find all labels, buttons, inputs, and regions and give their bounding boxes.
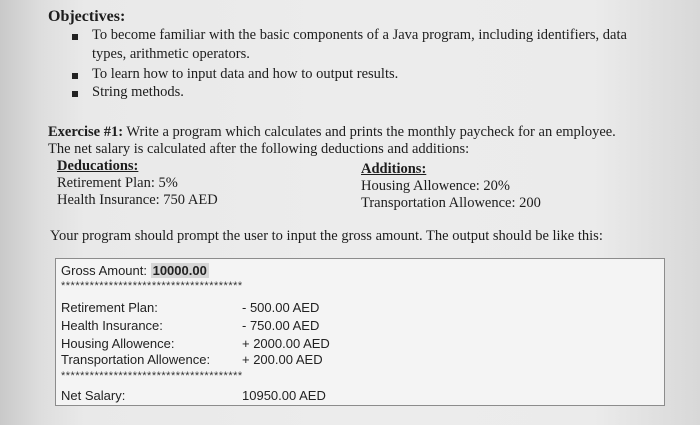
- deduction-retirement: Retirement Plan: 5%: [57, 175, 178, 191]
- bullet-square-icon: [72, 91, 78, 97]
- objective-bullet-1: [92, 27, 627, 44]
- deduction-health: Health Insurance: 750 AED: [57, 192, 218, 208]
- row-value-retirement: - 500.00 AED: [242, 300, 320, 315]
- exercise-label: Exercise #1:: [48, 124, 124, 140]
- output-prompt: Your program should prompt the user to input the gross amount. The output should be like this:: [50, 228, 603, 244]
- row-value-transport: + 200.00 AED: [242, 352, 323, 367]
- addition-housing: Housing Allowence: 20%: [361, 178, 511, 194]
- net-salary-value: 10950.00 AED: [242, 388, 326, 403]
- gross-amount-value: 10000.00: [152, 263, 207, 278]
- objective-bullet-2: [92, 66, 398, 83]
- objective-bullet-3: [92, 84, 184, 101]
- gross-amount-label: Gross Amount:: [61, 263, 151, 278]
- row-value-health: - 750.00 AED: [242, 318, 320, 333]
- bullet-square-icon: [72, 73, 78, 79]
- addition-transport: Transportation Allowence: 200: [361, 195, 541, 211]
- exercise-text-1: Write a program which calculates and prints the monthly paycheck for an employee.: [123, 124, 616, 140]
- objective-text-3: String methods.: [92, 84, 184, 100]
- deductions-title: Deducations:: [57, 158, 139, 174]
- objectives-title: Objectives:: [48, 8, 126, 25]
- separator-stars-top: **************************************: [61, 280, 243, 292]
- additions-title: Additions:: [361, 161, 427, 177]
- exercise-line-1: [48, 124, 616, 141]
- net-salary-label: Net Salary:: [61, 388, 126, 403]
- gross-amount-line: [61, 263, 209, 278]
- row-label-transport: Transportation Allowence:: [61, 352, 211, 367]
- row-label-housing: Housing Allowence:: [61, 336, 175, 351]
- row-label-retirement: Retirement Plan:: [61, 300, 158, 315]
- objective-text-1: To become familiar with the basic components of a Java program, including identifiers, data: [92, 27, 627, 43]
- separator-stars-bottom: **************************************: [61, 370, 243, 382]
- bullet-square-icon: [72, 34, 78, 40]
- exercise-line-2: The net salary is calculated after the following deductions and additions:: [48, 141, 470, 157]
- row-value-housing: + 2000.00 AED: [242, 336, 330, 351]
- row-label-health: Health Insurance:: [61, 318, 163, 333]
- objective-text-2: To learn how to input data and how to output results.: [92, 66, 399, 82]
- objective-bullet-1-cont: types, arithmetic operators.: [92, 46, 250, 62]
- sample-output-box: [55, 258, 665, 406]
